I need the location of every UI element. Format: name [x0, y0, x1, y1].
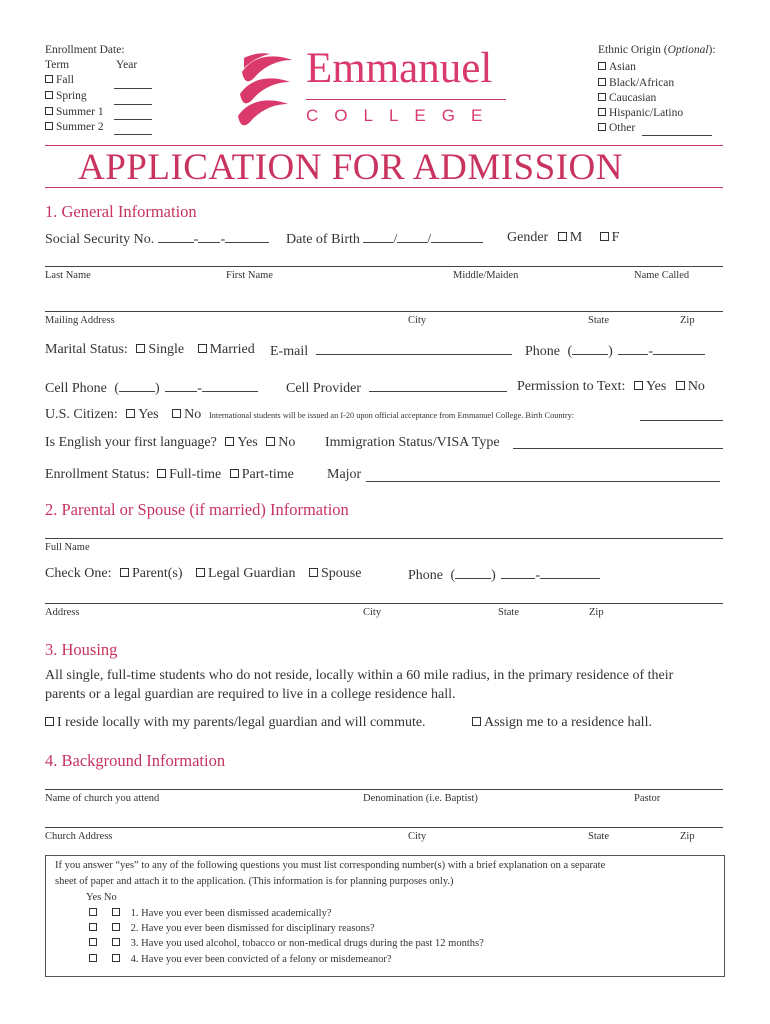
ssn-row: Social Security No. - - — [45, 230, 269, 248]
year-label: Year — [116, 59, 138, 71]
ethnic-hispanic[interactable]: Hispanic/Latino — [598, 107, 683, 119]
church-zip-label: Zip — [680, 831, 695, 842]
question-row: 2. Have you ever been dismissed for disciplinary reasons? — [89, 923, 375, 934]
year-summer2-line[interactable] — [114, 134, 152, 135]
parent-address-label: Address — [45, 607, 80, 618]
intl-note: International students will be issued an I-20 upon official acceptance from Emmanuel College. Birth Country: — [209, 411, 575, 420]
commute-checkbox[interactable] — [45, 717, 54, 726]
address-line[interactable] — [45, 311, 723, 312]
q1-no-checkbox[interactable] — [112, 908, 120, 916]
section-general-heading: 1. General Information — [45, 202, 197, 221]
term-fall[interactable]: Fall — [45, 74, 74, 86]
year-spring-line[interactable] — [114, 104, 152, 105]
flame-logo-icon — [234, 52, 296, 132]
english-no-checkbox[interactable] — [266, 437, 275, 446]
title-rule-bottom — [45, 187, 723, 188]
housing-para-1: All single, full-time students who do not reside, locally within a 60 mile radius, in the primary residence of their — [45, 668, 674, 683]
denomination-label: Denomination (i.e. Baptist) — [363, 793, 478, 804]
ssn-field-3[interactable] — [225, 230, 269, 243]
term-summer2[interactable]: Summer 2 — [45, 121, 104, 133]
full-name-line[interactable] — [45, 538, 723, 539]
ethnic-label: Ethnic Origin (Optional): — [598, 44, 716, 56]
major-field[interactable] — [366, 481, 720, 482]
logo-name: Emmanuel — [306, 45, 493, 92]
parent-phone-line[interactable] — [540, 566, 600, 579]
section-background-heading: 4. Background Information — [45, 751, 226, 770]
checkbox[interactable] — [45, 122, 53, 130]
zip-label: Zip — [680, 315, 695, 326]
permission-yes-checkbox[interactable] — [634, 381, 643, 390]
phone-prefix-field[interactable] — [618, 342, 648, 355]
year-summer1-line[interactable] — [114, 119, 152, 120]
q1-yes-checkbox[interactable] — [89, 908, 97, 916]
yes-no-header: Yes No — [86, 892, 117, 903]
english-yes-checkbox[interactable] — [225, 437, 234, 446]
logo-college: COLLEGE — [306, 106, 499, 125]
ethnic-caucasian[interactable]: Caucasian — [598, 92, 656, 104]
ssn-field-1[interactable] — [158, 230, 194, 243]
assign-checkbox[interactable] — [472, 717, 481, 726]
pastor-label: Pastor — [634, 793, 661, 804]
phone-area-field[interactable] — [572, 342, 608, 355]
church-address-line[interactable] — [45, 827, 723, 828]
cell-provider-field[interactable] — [369, 379, 507, 392]
parent-state-label: State — [498, 607, 519, 618]
question-row: 1. Have you ever been dismissed academically? — [89, 908, 332, 919]
married-checkbox[interactable] — [198, 344, 207, 353]
checkbox[interactable] — [598, 93, 606, 101]
q2-no-checkbox[interactable] — [112, 923, 120, 931]
church-name-label: Name of church you attend — [45, 793, 160, 804]
parents-checkbox[interactable] — [120, 568, 129, 577]
permission-no-checkbox[interactable] — [676, 381, 685, 390]
state-label: State — [588, 315, 609, 326]
dob-year[interactable] — [431, 230, 483, 243]
checkbox[interactable] — [45, 91, 53, 99]
church-address-label: Church Address — [45, 831, 113, 842]
section-parental-heading: 2. Parental or Spouse (if married) Information — [45, 500, 349, 519]
gender-f-checkbox[interactable] — [600, 232, 609, 241]
logo-rule — [306, 99, 506, 100]
english-row: Is English your first language? Yes No — [45, 435, 296, 450]
cell-prefix-field[interactable] — [165, 379, 197, 392]
mailing-address-label: Mailing Address — [45, 315, 115, 326]
checkbox[interactable] — [45, 75, 53, 83]
church-state-label: State — [588, 831, 609, 842]
immigration-row: Immigration Status/VISA Type — [325, 435, 500, 450]
parttime-checkbox[interactable] — [230, 469, 239, 478]
ssn-field-2[interactable] — [198, 230, 220, 243]
permission-text-row: Permission to Text: Yes No — [517, 379, 705, 394]
first-name-label: First Name — [226, 270, 273, 281]
cell-line-field[interactable] — [202, 379, 258, 392]
ethnic-other-line[interactable] — [642, 135, 712, 136]
enrollment-date-label: Enrollment Date: — [45, 44, 125, 56]
citizen-no-checkbox[interactable] — [172, 409, 181, 418]
term-summer1[interactable]: Summer 1 — [45, 106, 104, 118]
immigration-field[interactable] — [513, 448, 723, 449]
gender-m-checkbox[interactable] — [558, 232, 567, 241]
church-city-label: City — [408, 831, 427, 842]
dob-month[interactable] — [363, 230, 393, 243]
ethnic-asian[interactable]: Asian — [598, 61, 636, 73]
section-housing-heading: 3. Housing — [45, 640, 118, 659]
q3-yes-checkbox[interactable] — [89, 938, 97, 946]
page-title: APPLICATION FOR ADMISSION — [78, 147, 623, 188]
q4-no-checkbox[interactable] — [112, 954, 120, 962]
birth-country-field[interactable] — [640, 420, 723, 421]
dob-row: Date of Birth / / — [286, 230, 483, 248]
middle-name-label: Middle/Maiden — [453, 270, 519, 281]
box-instruction-2: sheet of paper and attach it to the application. (This information is for planning purposes only.) — [55, 876, 454, 887]
parent-phone-prefix[interactable] — [501, 566, 535, 579]
email-field[interactable] — [316, 342, 512, 355]
housing-para-2: parents or a legal guardian are required to live in a college residence hall. — [45, 687, 456, 702]
parent-address-line[interactable] — [45, 603, 723, 604]
guardian-checkbox[interactable] — [196, 568, 205, 577]
checkbox[interactable] — [598, 108, 606, 116]
spouse-checkbox[interactable] — [309, 568, 318, 577]
ethnic-other[interactable]: Other — [598, 122, 635, 134]
major-label: Major — [327, 467, 362, 482]
cell-phone-row: Cell Phone ( ) - — [45, 379, 258, 397]
check-one-row: Check One: Parent(s) Legal Guardian Spouse — [45, 566, 362, 581]
checkbox[interactable] — [45, 107, 53, 115]
box-instruction-1: If you answer “yes” to any of the following questions you must list corresponding number(s) with a brief explanation on a separate — [55, 860, 606, 871]
fulltime-checkbox[interactable] — [157, 469, 166, 478]
gender-row: Gender M F — [507, 230, 620, 245]
cell-provider-row: Cell Provider — [286, 379, 507, 397]
phone-row: Phone ( ) - — [525, 342, 705, 360]
question-row: 3. Have you used alcohol, tobacco or non-medical drugs during the past 12 months? — [89, 938, 484, 949]
email-row: E-mail — [270, 342, 512, 360]
assign-option[interactable]: Assign me to a residence hall. — [472, 715, 652, 731]
parent-city-label: City — [363, 607, 382, 618]
name-called-label: Name Called — [634, 270, 690, 281]
full-name-label: Full Name — [45, 542, 90, 553]
checkbox[interactable] — [598, 62, 606, 70]
enrollment-status-row: Enrollment Status: Full-time Part-time — [45, 467, 294, 482]
checkbox[interactable] — [598, 78, 606, 86]
citizen-row: U.S. Citizen: Yes No — [45, 407, 202, 422]
cell-area-field[interactable] — [119, 379, 155, 392]
city-label: City — [408, 315, 427, 326]
term-label: Term — [45, 59, 70, 71]
commute-option[interactable]: I reside locally with my parents/legal guardian and will commute. — [45, 715, 426, 731]
parent-phone-row: Phone ( ) - — [408, 566, 600, 584]
parent-phone-area[interactable] — [455, 566, 491, 579]
q4-yes-checkbox[interactable] — [89, 954, 97, 962]
question-row: 4. Have you ever been convicted of a felony or misdemeanor? — [89, 954, 392, 965]
q3-no-checkbox[interactable] — [112, 938, 120, 946]
single-checkbox[interactable] — [136, 344, 145, 353]
citizen-yes-checkbox[interactable] — [126, 409, 135, 418]
church-line[interactable] — [45, 789, 723, 790]
dob-day[interactable] — [397, 230, 427, 243]
parent-zip-label: Zip — [589, 607, 604, 618]
phone-line-field[interactable] — [653, 342, 705, 355]
marital-row: Marital Status: Single Married — [45, 342, 255, 357]
checkbox[interactable] — [598, 123, 606, 131]
last-name-label: Last Name — [45, 270, 91, 281]
ethnic-black[interactable]: Black/African — [598, 77, 674, 89]
q2-yes-checkbox[interactable] — [89, 923, 97, 931]
name-line[interactable] — [45, 266, 723, 267]
year-fall-line[interactable] — [114, 88, 152, 89]
term-spring[interactable]: Spring — [45, 90, 87, 102]
